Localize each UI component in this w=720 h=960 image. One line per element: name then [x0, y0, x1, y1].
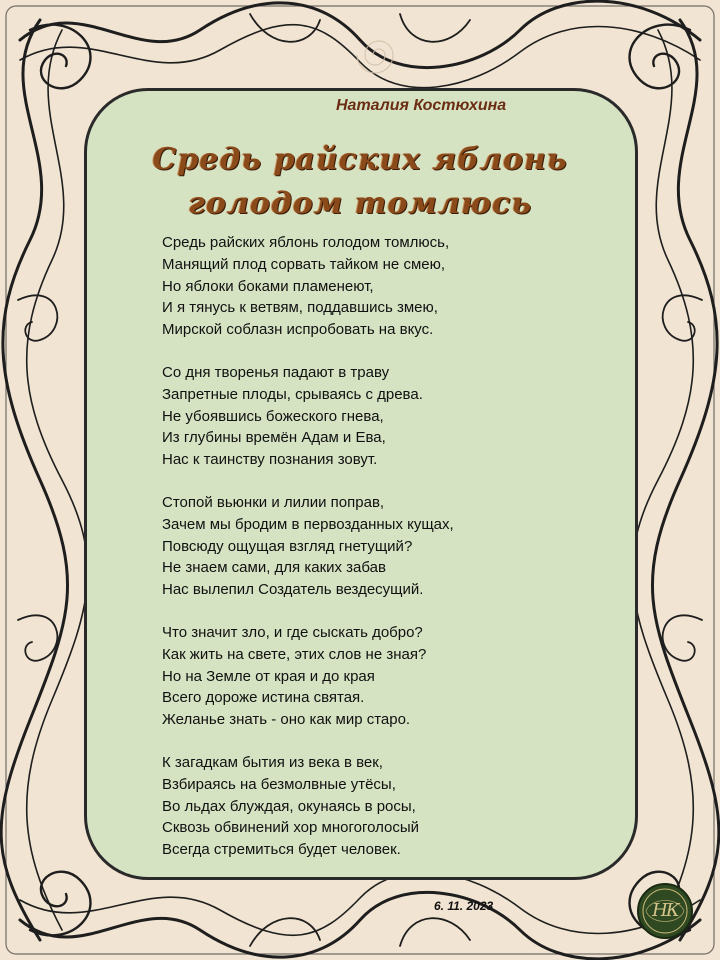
- poem-title-line: голодом томлюсь: [187, 186, 533, 221]
- author-name: Наталия Костюхина: [336, 97, 507, 114]
- poem-line: Но яблоки боками пламенеют,: [162, 277, 374, 295]
- poem-line: Всегда стремиться будет человек.: [162, 841, 401, 859]
- poem-body: [162, 232, 582, 882]
- poem-line: Повсюду ощущая взгляд гнетущий?: [162, 537, 413, 555]
- poem-line: И я тянусь к ветвям, поддавшись змею,: [162, 299, 438, 317]
- poem-line: Но на Земле от края и до края: [162, 667, 375, 685]
- poem-line: Запретные плоды, срываясь с древа.: [162, 385, 423, 403]
- poem-line: Стопой вьюнки и лилии поправ,: [162, 493, 385, 511]
- poem-line: Как жить на свете, этих слов не зная?: [162, 645, 427, 663]
- poem-line: Нас к таинству познания зовут.: [162, 451, 378, 469]
- poem-line: Средь райских яблонь голодом томлюсь,: [162, 234, 450, 251]
- stanza: [162, 232, 582, 341]
- poem-line: Зачем мы бродим в первозданных кущах,: [162, 515, 454, 533]
- poem-line: Взбираясь на безмолвные утёсы,: [162, 775, 396, 793]
- monogram-medallion-icon: [636, 882, 694, 940]
- stanza: [162, 492, 582, 601]
- poem-line: Со дня творенья падают в траву: [162, 363, 390, 381]
- poem-line: Манящий плод сорвать тайком не смею,: [162, 255, 446, 273]
- poem-line: Всего дороже истина святая.: [162, 689, 365, 707]
- poem-title: [150, 138, 570, 226]
- poem-line: Не убоявшись божеского гнева,: [162, 407, 384, 425]
- monogram-initials: НК: [652, 900, 678, 921]
- poem-line: Желанье знать - оно как мир старо.: [162, 711, 411, 729]
- poem-line: Во льдах блуждая, окунаясь в росы,: [162, 797, 416, 815]
- poem-line: Что значит зло, и где сыскать добро?: [162, 623, 423, 641]
- stanza: [162, 362, 582, 471]
- poem-line: Из глубины времён Адам и Ева,: [162, 429, 386, 447]
- poem-date: 6. 11. 2023: [434, 899, 494, 913]
- poem-line: Мирской соблазн испробовать на вкус.: [162, 321, 434, 339]
- stanza: [162, 752, 582, 861]
- stanza: [162, 622, 582, 731]
- poem-title-line: Средь райских яблонь: [152, 142, 568, 177]
- poem-line: Сквозь обвинений хор многоголосый: [162, 819, 420, 837]
- poem-line: Нас вылепил Создатель вездесущий.: [162, 581, 424, 599]
- poem-line: К загадкам бытия из века в век,: [162, 753, 383, 771]
- poem-line: Не знаем сами, для каких забав: [162, 559, 386, 577]
